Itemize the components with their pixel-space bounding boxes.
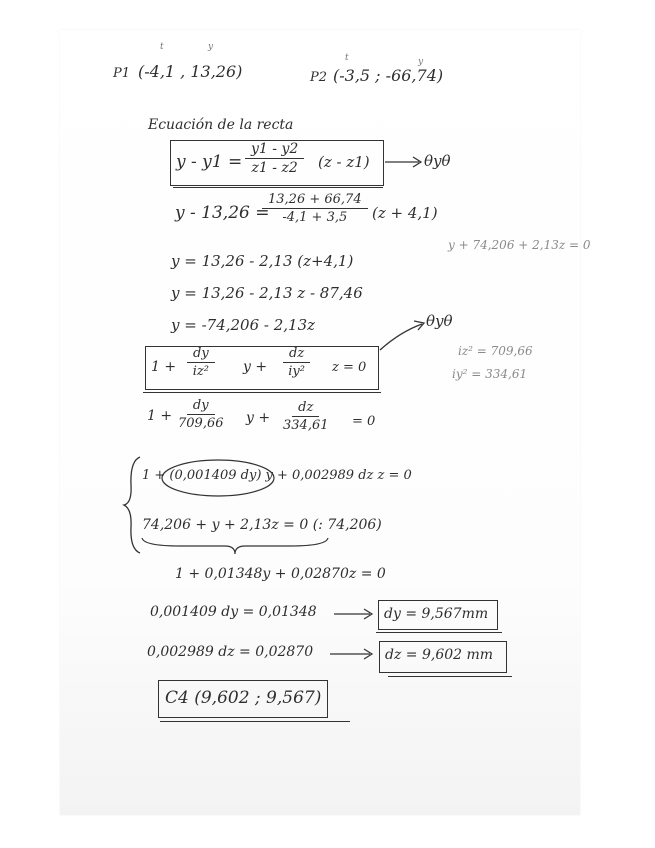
system-eq-2-underbrace (140, 536, 330, 556)
side-note-2b: iy² = 334,61 (452, 367, 528, 381)
p2-coords: (-3,5 ; -66,74) (333, 66, 444, 85)
eq2-numerator: 13,26 + 66,74 (262, 192, 368, 209)
eq6-fraction-1 (187, 346, 215, 379)
eq10-result: dz = 9,602 mm (385, 647, 494, 663)
eq6-underline (143, 392, 381, 393)
final-underline (160, 721, 350, 722)
eq6-arrow-icon (378, 318, 428, 352)
eq7-f1-den: 709,66 (178, 416, 224, 431)
eq9-underline (376, 632, 502, 633)
eq1-denominator: z1 - z2 (251, 160, 298, 176)
eq9-arrow-icon (334, 608, 376, 620)
section-heading: Ecuación de la recta (148, 117, 294, 133)
p2-top-x-annot: t (345, 53, 349, 63)
p2-label: P2 (310, 70, 328, 85)
eq10-lhs: 0,002989 dz = 0,02870 (147, 644, 314, 660)
eq6-end: z = 0 (332, 360, 367, 375)
eq7-f2-num: dz (292, 400, 319, 417)
eq6-one: 1 + (151, 359, 177, 375)
eq6-f2-num: dz (283, 346, 310, 363)
p2-top-y-annot: y (418, 57, 424, 67)
eq6-f2-den: iy² (288, 364, 305, 379)
side-note-2a: iz² = 709,66 (458, 344, 533, 358)
eq2-rhs: (z + 4,1) (372, 204, 438, 222)
eq7-one: 1 + (147, 408, 173, 424)
eq7-f2-den: 334,61 (283, 418, 329, 433)
eq6-f1-num: dy (187, 346, 215, 363)
final-result: C4 (9,602 ; 9,567) (165, 688, 322, 708)
eq2-denominator: -4,1 + 3,5 (282, 210, 348, 225)
eq8: 1 + 0,01348y + 0,02870z = 0 (175, 566, 386, 582)
eq2-lhs: y - 13,26 = (175, 203, 270, 223)
eq6-fraction-2 (283, 346, 310, 379)
p1-top-x-annot: t (160, 42, 164, 52)
eq1-arrow-icon (385, 155, 425, 169)
eq6-arrow-note: θyθ (426, 312, 453, 330)
eq1-rhs: (z - z1) (318, 153, 370, 171)
eq7-end: = 0 (352, 414, 376, 429)
side-note-1: y + 74,206 + 2,13z = 0 (448, 238, 591, 252)
eq1-fraction (245, 141, 304, 176)
eq5: y = -74,206 - 2,13z (171, 316, 316, 334)
eq4: y = 13,26 - 2,13 z - 87,46 (171, 284, 363, 302)
p1-coords: (-4,1 , 13,26) (138, 62, 243, 81)
eq9-result: dy = 9,567mm (384, 606, 489, 622)
eq3: y = 13,26 - 2,13 (z+4,1) (171, 252, 354, 270)
p1-label: P1 (113, 66, 131, 81)
eq9-lhs: 0,001409 dy = 0,01348 (150, 604, 317, 620)
eq6-f1-den: iz² (192, 364, 209, 379)
eq1-lhs: y - y1 = (176, 152, 243, 172)
p1-top-y-annot: y (208, 42, 214, 52)
eq2-fraction (262, 192, 368, 225)
eq6-mid: y + (243, 359, 268, 375)
eq7-mid: y + (246, 410, 271, 426)
eq1-arrow-note: θyθ (424, 152, 451, 170)
eq10-arrow-icon (330, 648, 376, 660)
eq1-numerator: y1 - y2 (245, 141, 304, 159)
system-eq-2: 74,206 + y + 2,13z = 0 (: 74,206) (142, 517, 382, 533)
eq7-fraction-2 (283, 400, 329, 433)
eq7-f1-num: dy (187, 398, 215, 415)
eq1-underline (173, 187, 383, 188)
system-eq-1: 1 + (0,001409 dy) y + 0,002989 dz z = 0 (142, 468, 412, 483)
eq10-underline (388, 676, 512, 677)
eq7-fraction-1 (178, 398, 224, 431)
